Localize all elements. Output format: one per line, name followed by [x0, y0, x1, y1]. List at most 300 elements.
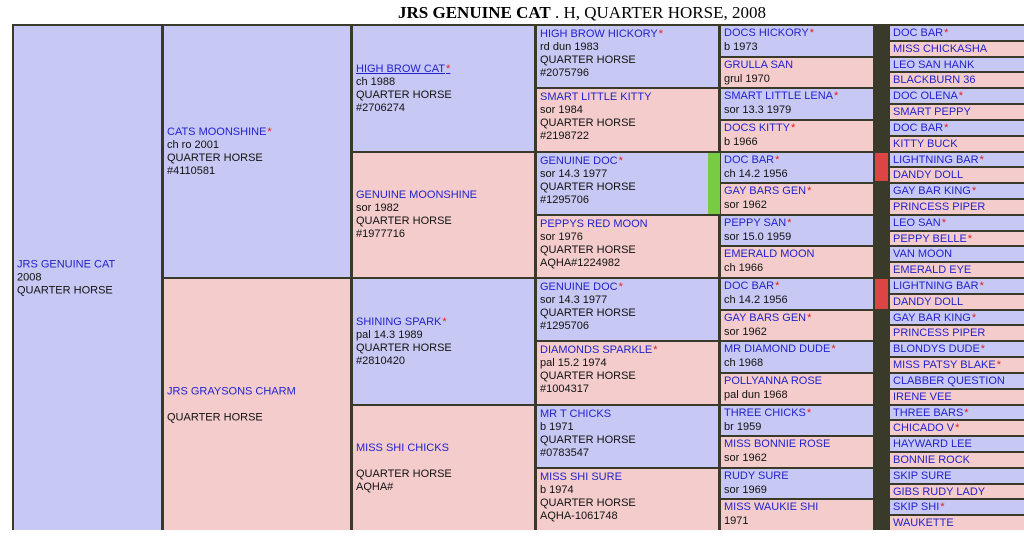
- star-marker: *: [775, 154, 780, 166]
- horse-name-link[interactable]: [724, 469, 870, 483]
- horse-detail: ch 14.2 1956: [724, 168, 788, 180]
- horse-detail: [356, 455, 532, 468]
- horse-name-link[interactable]: [893, 58, 1024, 71]
- horse-detail: #1295706: [540, 320, 589, 332]
- horse-name: DOCS HICKORY: [724, 27, 809, 39]
- horse-name: MR T CHICKS: [540, 408, 612, 420]
- horse-name-link[interactable]: [893, 279, 1024, 293]
- subject-horse-cell: [14, 26, 161, 530]
- horse-info: [167, 385, 348, 424]
- horse-name-link[interactable]: [724, 311, 870, 325]
- gen6-horse-cell: [890, 184, 1024, 198]
- horse-detail: sor 1962: [724, 326, 767, 338]
- horse-name: DANDY DOLL: [893, 169, 964, 181]
- horse-name: JRS GRAYSONS CHARM: [167, 385, 296, 397]
- star-marker: *: [831, 343, 836, 355]
- gen6-horse-cell: [890, 358, 1024, 372]
- horse-name: VAN MOON: [893, 248, 953, 260]
- horse-name-link[interactable]: [724, 437, 870, 451]
- horse-name: SMART LITTLE LENA: [724, 90, 834, 102]
- horse-name-link[interactable]: [540, 408, 716, 421]
- horse-info: [540, 155, 716, 207]
- gen3-horse-cell: [353, 406, 534, 530]
- horse-info: [356, 63, 532, 115]
- horse-detail: ch 1968: [724, 357, 764, 369]
- horse-name-link[interactable]: [893, 216, 1024, 230]
- horse-info: [724, 58, 870, 86]
- star-marker: *: [964, 407, 969, 419]
- horse-name: DOC BAR: [724, 280, 775, 292]
- horse-name-link[interactable]: [893, 469, 1024, 483]
- gen6-horse-cell: [890, 26, 1024, 40]
- gen6-horse-cell: [890, 42, 1024, 56]
- horse-info: [724, 184, 870, 212]
- page-title: [0, 3, 1024, 23]
- star-marker: *: [940, 501, 945, 513]
- horse-name-link[interactable]: [893, 453, 1024, 467]
- horse-name-link[interactable]: [893, 374, 1024, 388]
- gen5-horse-cell: [721, 58, 873, 87]
- pedigree-table: [12, 24, 1024, 530]
- gen4-horse-cell: [537, 89, 718, 151]
- gen5-horse-cell: [721, 247, 873, 277]
- horse-detail: rd dun 1983: [540, 41, 599, 53]
- horse-detail: #2198722: [540, 130, 589, 142]
- horse-name-link[interactable]: [893, 89, 1024, 103]
- horse-detail: sor 14.3 1977: [540, 294, 608, 306]
- horse-name-link[interactable]: [893, 73, 1024, 87]
- horse-detail: QUARTER HORSE: [540, 117, 636, 129]
- horse-name: MR DIAMOND DUDE: [724, 343, 831, 355]
- horse-name: GENUINE DOC: [540, 155, 618, 167]
- gen6-horse-cell: [890, 437, 1024, 451]
- horse-detail: QUARTER HORSE: [356, 341, 452, 354]
- horse-info: [724, 153, 870, 181]
- horse-detail: #0783547: [540, 447, 589, 459]
- horse-name: BONNIE ROCK: [893, 454, 971, 466]
- horse-name-link[interactable]: [724, 153, 870, 167]
- horse-name-link[interactable]: [356, 442, 532, 455]
- horse-name-link[interactable]: [724, 184, 870, 198]
- horse-detail: QUARTER HORSE: [356, 215, 452, 227]
- gen5-horse-cell: [721, 500, 873, 530]
- horse-name-link[interactable]: [724, 279, 870, 293]
- gen6-horse-cell: [890, 105, 1024, 119]
- horse-name: DANDY DOLL: [893, 296, 964, 308]
- star-marker: *: [653, 344, 658, 356]
- horse-name-link[interactable]: [893, 232, 1024, 245]
- horse-detail: #1295706: [540, 194, 589, 206]
- star-marker: *: [980, 343, 986, 355]
- gen2-horse-cell: [164, 279, 350, 530]
- gen5-horse-cell: [721, 437, 873, 467]
- horse-detail: #1977716: [356, 228, 405, 240]
- horse-info: [356, 442, 532, 494]
- star-marker: *: [618, 155, 623, 167]
- horse-name-link[interactable]: [724, 247, 870, 261]
- horse-detail: QUARTER HORSE: [540, 434, 636, 446]
- star-marker: *: [807, 312, 812, 324]
- horse-name: PEPPY SAN: [724, 217, 787, 229]
- horse-name: DOC BAR: [724, 154, 775, 166]
- star-marker: *: [791, 122, 796, 134]
- horse-name: MISS BONNIE ROSE: [724, 438, 831, 450]
- horse-name-link[interactable]: [893, 311, 1024, 324]
- horse-info: [540, 408, 716, 460]
- horse-name: THREE BARS: [893, 407, 964, 419]
- horse-detail: b 1973: [724, 41, 758, 53]
- horse-name-link[interactable]: [540, 344, 716, 357]
- horse-name: GAY BARS GEN: [724, 185, 807, 197]
- horse-name: HIGH BROW HICKORY: [540, 28, 658, 40]
- horse-detail: pal dun 1968: [724, 389, 788, 401]
- gen4-horse-cell: [537, 153, 718, 214]
- horse-name-link[interactable]: [724, 374, 870, 388]
- horse-name-link[interactable]: [893, 406, 1024, 419]
- gen6-horse-cell: [890, 121, 1024, 135]
- horse-info: [724, 26, 870, 54]
- horse-info: [724, 342, 870, 370]
- gen6-horse-cell: [890, 263, 1024, 277]
- horse-detail: sor 1969: [724, 484, 767, 496]
- gen6-horse-cell: [890, 295, 1024, 309]
- horse-name-link[interactable]: [724, 500, 870, 514]
- horse-info: [724, 121, 870, 149]
- star-marker: *: [955, 422, 960, 434]
- gen5-horse-cell: [721, 406, 873, 435]
- gen6-horse-cell: [890, 469, 1024, 483]
- horse-name-link[interactable]: [893, 168, 1024, 182]
- horse-detail: pal 15.2 1974: [540, 357, 607, 369]
- horse-detail: QUARTER HORSE: [167, 411, 263, 423]
- horse-name: PRINCESS PIPER: [893, 327, 986, 339]
- gen5-horse-cell: [721, 279, 873, 309]
- horse-name: GAY BARS GEN: [724, 312, 807, 324]
- horse-name-link[interactable]: [356, 189, 532, 202]
- horse-detail: sor 1982: [356, 202, 399, 214]
- gen6-horse-cell: [890, 500, 1024, 514]
- horse-detail: QUARTER HORSE: [167, 151, 263, 164]
- horse-name-link[interactable]: [724, 58, 870, 72]
- star-marker: *: [944, 27, 949, 39]
- horse-info: [540, 218, 716, 270]
- horse-name: LEO SAN: [893, 217, 941, 229]
- horse-name: WAUKETTE: [893, 517, 954, 529]
- horse-name-link[interactable]: [893, 516, 1024, 530]
- gen6-horse-cell: [890, 516, 1024, 530]
- star-marker: *: [809, 27, 815, 39]
- horse-name: PEPPYS RED MOON: [540, 218, 648, 230]
- horse-info: [724, 500, 870, 528]
- horse-detail: AQHA#: [356, 481, 394, 493]
- horse-info: [540, 344, 716, 396]
- horse-detail: sor 1962: [724, 199, 767, 211]
- horse-name-link[interactable]: [893, 184, 1024, 198]
- horse-detail: b 1974: [540, 484, 574, 496]
- horse-name: CATS MOONSHINE: [167, 125, 267, 138]
- horse-detail: #2810420: [356, 354, 405, 367]
- gen5-horse-cell: [721, 216, 873, 245]
- gen6-horse-cell: [890, 326, 1024, 340]
- gen5-horse-cell: [721, 89, 873, 119]
- horse-name: IRENE VEE: [893, 391, 952, 403]
- horse-info: [540, 91, 716, 143]
- horse-name-link[interactable]: [893, 137, 1024, 151]
- horse-name-link[interactable]: [893, 263, 1024, 277]
- horse-name-link[interactable]: [893, 42, 1024, 56]
- horse-info: [724, 374, 870, 402]
- horse-name-link[interactable]: [540, 218, 716, 231]
- horse-name: GAY BAR KING: [893, 185, 971, 197]
- star-marker: *: [807, 185, 812, 197]
- horse-detail: AQHA-1061748: [540, 510, 618, 522]
- horse-detail: QUARTER HORSE: [540, 181, 636, 193]
- star-marker: *: [941, 217, 946, 229]
- horse-name-link[interactable]: [540, 471, 716, 484]
- horse-detail: ch 1966: [724, 262, 764, 274]
- gen6-horse-cell: [890, 200, 1024, 214]
- gen5-horse-cell: [721, 342, 873, 372]
- star-marker: *: [996, 359, 1001, 371]
- gen3-horse-cell: [353, 26, 534, 151]
- horse-name: CLABBER QUESTION: [893, 375, 1005, 387]
- horse-name: BLONDYS DUDE: [893, 343, 980, 355]
- gen6-horse-cell: [890, 153, 1024, 166]
- horse-detail: QUARTER HORSE: [540, 54, 636, 66]
- gen6-horse-cell: [890, 137, 1024, 151]
- star-marker: *: [787, 217, 792, 229]
- horse-name-link[interactable]: [167, 126, 348, 139]
- star-marker: *: [446, 62, 451, 75]
- horse-info: [724, 469, 870, 497]
- gen6-horse-cell: [890, 453, 1024, 467]
- star-marker: *: [971, 312, 977, 324]
- gen6-horse-cell: [890, 216, 1024, 230]
- horse-name-link[interactable]: [724, 121, 870, 135]
- gen6-horse-cell: [890, 342, 1024, 356]
- horse-detail: [167, 398, 348, 411]
- star-marker: *: [267, 125, 272, 138]
- horse-name: SHINING SPARK: [356, 315, 442, 328]
- horse-detail: QUARTER HORSE: [540, 244, 636, 256]
- horse-name-link[interactable]: [167, 385, 348, 398]
- gen6-horse-cell: [890, 311, 1024, 324]
- horse-name-link[interactable]: [893, 153, 1024, 166]
- gen5-horse-cell: [721, 26, 873, 56]
- star-marker: *: [775, 280, 780, 292]
- horse-name: LEO SAN HANK: [893, 59, 975, 71]
- horse-detail: sor 1976: [540, 231, 583, 243]
- gen6-horse-cell: [890, 390, 1024, 404]
- horse-name-link[interactable]: [724, 406, 870, 420]
- horse-info: [540, 28, 716, 80]
- horse-name: MISS SHI SURE: [540, 471, 622, 483]
- gen6-horse-cell: [890, 485, 1024, 498]
- horse-name: DOC OLENA: [893, 90, 958, 102]
- gen5-horse-cell: [721, 121, 873, 151]
- horse-detail: ch ro 2001: [167, 138, 219, 151]
- gen2-horse-cell: [164, 26, 350, 277]
- gen6-horse-cell: [890, 374, 1024, 388]
- horse-name: DOC BAR: [893, 27, 944, 39]
- horse-name: SMART PEPPY: [893, 106, 971, 118]
- horse-detail: QUARTER HORSE: [540, 497, 636, 509]
- horse-detail: ch 14.2 1956: [724, 294, 788, 306]
- horse-name-link[interactable]: [17, 259, 159, 272]
- horse-name-link[interactable]: [540, 155, 716, 168]
- horse-year: 2008: [17, 271, 42, 284]
- gen5-horse-cell: [721, 469, 873, 498]
- star-marker: *: [971, 185, 977, 197]
- horse-info: [724, 89, 870, 117]
- horse-name-link[interactable]: [893, 485, 1024, 498]
- horse-name-link[interactable]: [893, 437, 1024, 451]
- star-marker: *: [944, 122, 949, 134]
- gen4-horse-cell: [537, 406, 718, 467]
- horse-name-link[interactable]: [893, 121, 1024, 135]
- gen5-horse-cell: [721, 311, 873, 340]
- gen4-horse-cell: [537, 342, 718, 404]
- horse-info: [724, 311, 870, 339]
- horse-name-link[interactable]: [724, 342, 870, 356]
- star-marker: *: [958, 90, 964, 102]
- horse-name: DOC BAR: [893, 122, 944, 134]
- horse-name: DOCS KITTY: [724, 122, 791, 134]
- horse-summary: . H, QUARTER HORSE, 2008: [550, 3, 766, 22]
- horse-name-link[interactable]: [724, 26, 870, 40]
- horse-detail: sor 13.3 1979: [724, 104, 792, 116]
- horse-name: HIGH BROW CAT: [356, 62, 446, 75]
- horse-detail: sor 1962: [724, 452, 767, 464]
- horse-detail: #2706274: [356, 101, 405, 114]
- horse-name: SKIP SHI: [893, 501, 940, 513]
- horse-name: PEPPY BELLE: [893, 233, 967, 245]
- horse-info: [724, 279, 870, 307]
- horse-detail: b 1966: [724, 136, 758, 148]
- horse-info: [356, 316, 532, 368]
- subject-horse-info: [17, 259, 159, 298]
- horse-name: LIGHTNING BAR: [893, 154, 979, 166]
- gen6-horse-cell: [890, 168, 1024, 182]
- star-marker: *: [658, 28, 664, 40]
- gen6-horse-cell: [890, 279, 1024, 293]
- horse-detail: QUARTER HORSE: [540, 307, 636, 319]
- horse-detail: sor 15.0 1959: [724, 231, 792, 243]
- horse-name-link[interactable]: [893, 390, 1024, 404]
- horse-name-link[interactable]: [893, 358, 1024, 372]
- horse-detail: b 1971: [540, 421, 574, 433]
- gen6-horse-cell: [890, 73, 1024, 87]
- horse-name-link[interactable]: [893, 342, 1024, 356]
- gen5-horse-cell: [721, 374, 873, 404]
- horse-name-link[interactable]: [724, 89, 870, 103]
- horse-info: [167, 126, 348, 178]
- horse-name-title: JRS GENUINE CAT: [398, 3, 551, 22]
- horse-name: GENUINE MOONSHINE: [356, 189, 478, 201]
- horse-info: [724, 406, 870, 434]
- horse-info: [724, 437, 870, 465]
- horse-name: LIGHTNING BAR: [893, 280, 979, 292]
- horse-name-link[interactable]: [540, 91, 716, 104]
- horse-detail: QUARTER HORSE: [356, 468, 452, 480]
- horse-name: EMERALD EYE: [893, 264, 972, 276]
- horse-name: POLLYANNA ROSE: [724, 375, 823, 387]
- horse-info: [356, 189, 532, 241]
- horse-name-link[interactable]: [893, 105, 1024, 119]
- inbreeding-mark-red: [875, 279, 888, 309]
- horse-name: PRINCESS PIPER: [893, 201, 986, 213]
- horse-name-link[interactable]: [893, 421, 1024, 435]
- horse-name: EMERALD MOON: [724, 248, 815, 260]
- horse-name: CHICADO V: [893, 422, 955, 434]
- horse-detail: sor 14.3 1977: [540, 168, 608, 180]
- horse-name-link[interactable]: [893, 200, 1024, 214]
- horse-detail: 1971: [724, 515, 749, 527]
- horse-name-link[interactable]: [893, 247, 1024, 261]
- gen6-horse-cell: [890, 421, 1024, 435]
- horse-name-link[interactable]: [893, 326, 1024, 340]
- horse-name: KITTY BUCK: [893, 138, 958, 150]
- horse-name-link[interactable]: [893, 500, 1024, 514]
- horse-name: MISS SHI CHICKS: [356, 442, 449, 454]
- gen4-horse-cell: [537, 469, 718, 530]
- horse-detail: br 1959: [724, 421, 762, 433]
- star-marker: *: [806, 407, 812, 419]
- horse-detail: #4110581: [167, 164, 216, 177]
- horse-detail: pal 14.3 1989: [356, 328, 423, 341]
- gen6-horse-cell: [890, 247, 1024, 261]
- horse-name: GIBS RUDY LADY: [893, 486, 986, 498]
- gen4-horse-cell: [537, 216, 718, 277]
- horse-detail: AQHA#1224982: [540, 257, 621, 269]
- horse-info: [724, 216, 870, 244]
- horse-detail: ch 1988: [356, 75, 396, 88]
- horse-detail: QUARTER HORSE: [356, 88, 452, 101]
- horse-name: JRS GENUINE CAT: [17, 258, 116, 271]
- horse-detail: QUARTER HORSE: [540, 370, 636, 382]
- horse-name: GRULLA SAN: [724, 59, 794, 71]
- horse-name: BLACKBURN 36: [893, 74, 976, 86]
- horse-name: GENUINE DOC: [540, 281, 618, 293]
- horse-name: DIAMONDS SPARKLE: [540, 344, 653, 356]
- horse-name: MISS PATSY BLAKE: [893, 359, 996, 371]
- star-marker: *: [618, 281, 623, 293]
- gen3-horse-cell: [353, 153, 534, 277]
- star-marker: *: [834, 90, 839, 102]
- star-marker: *: [967, 233, 973, 245]
- horse-name: HAYWARD LEE: [893, 438, 972, 450]
- horse-name: GAY BAR KING: [893, 312, 971, 324]
- horse-detail: grul 1970: [724, 73, 770, 85]
- gen6-horse-cell: [890, 58, 1024, 71]
- horse-name: MISS WAUKIE SHI: [724, 501, 819, 513]
- horse-name-link[interactable]: [356, 316, 532, 329]
- horse-info: [540, 281, 716, 333]
- page-bottom: [12, 530, 1024, 540]
- horse-name-link[interactable]: [893, 295, 1024, 309]
- horse-name-link[interactable]: [356, 63, 532, 76]
- horse-name-link[interactable]: [724, 216, 870, 230]
- horse-info: [724, 247, 870, 275]
- horse-name-link[interactable]: [893, 26, 1024, 40]
- horse-breed: QUARTER HORSE: [17, 284, 113, 297]
- inbreeding-mark-red: [875, 153, 888, 181]
- horse-name-link[interactable]: [540, 28, 716, 41]
- inbreeding-mark-green: [708, 153, 720, 214]
- gen6-horse-cell: [890, 406, 1024, 419]
- horse-name-link[interactable]: [540, 281, 716, 294]
- gen3-horse-cell: [353, 279, 534, 404]
